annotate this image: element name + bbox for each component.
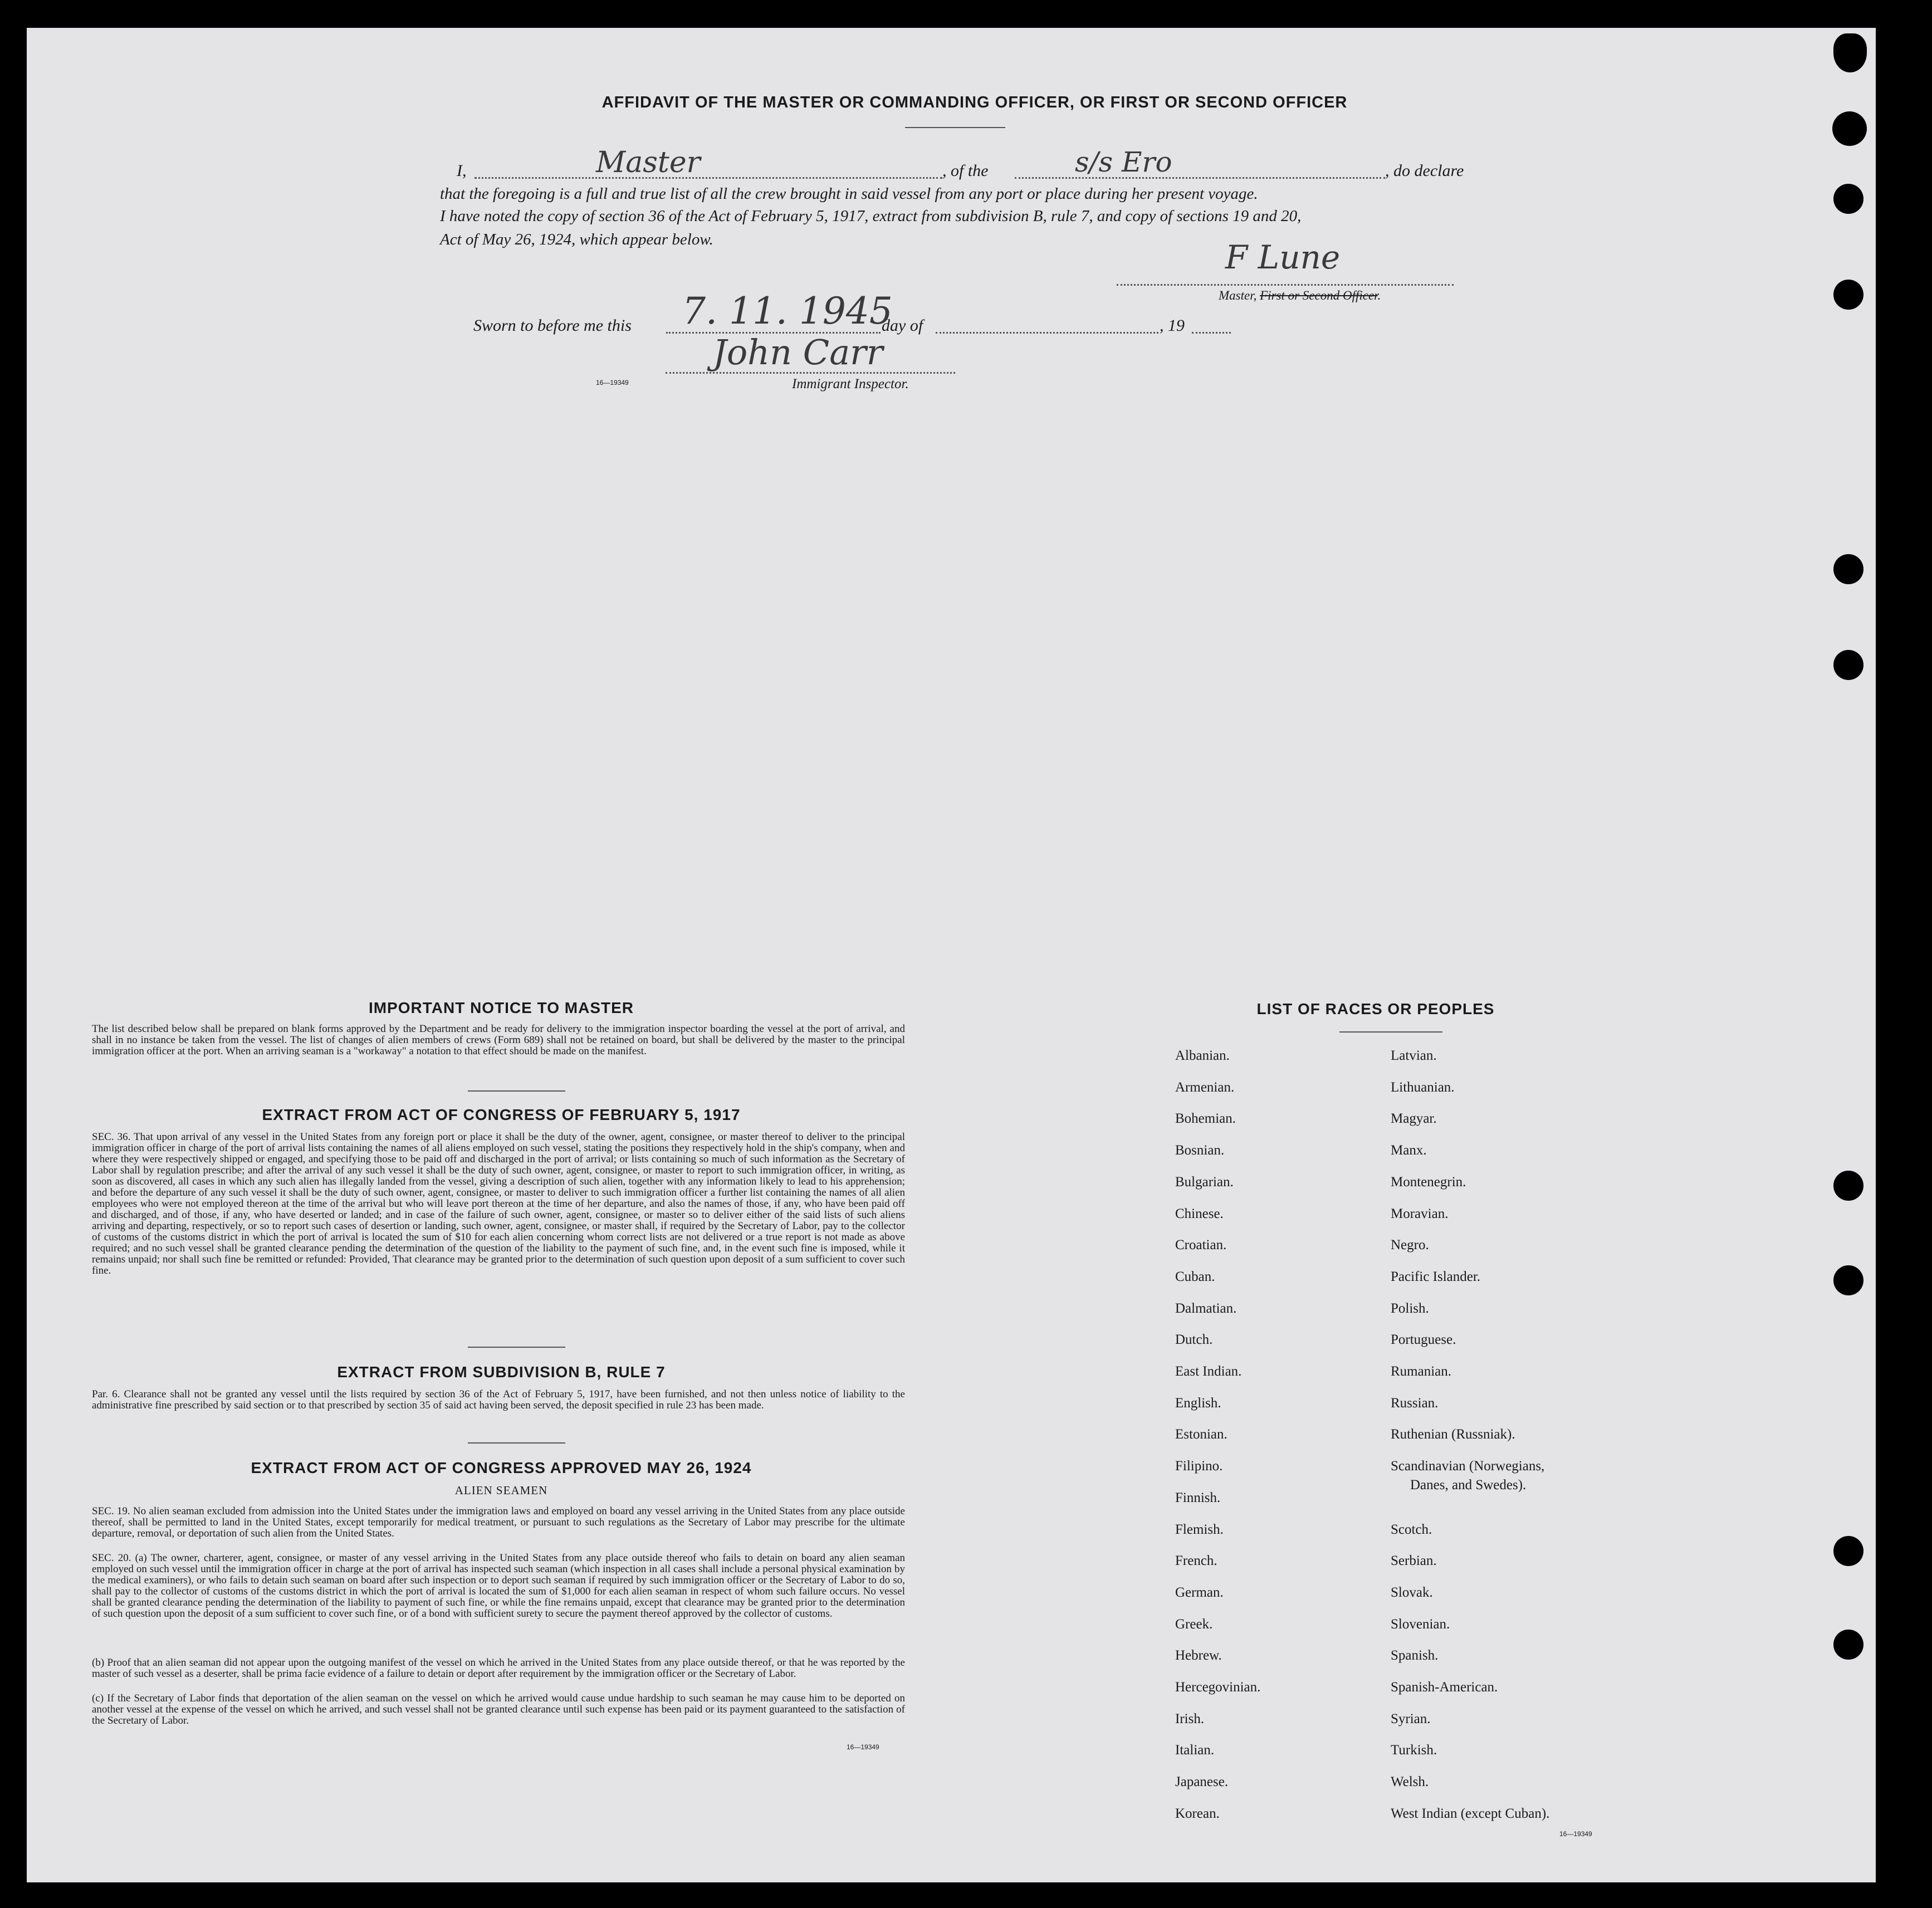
rule-7-text: Par. 6. Clearance shall not be granted any vessel until the lists required by section 36 of the Act of February 5, 1917, have been furnished, and not then unless notice of liability to the administrative fine prescribed by said section or to that prescribed by section 35 of said act having been served, the deposit specified in rule 23 has been made.	[92, 1388, 905, 1411]
race-item: Latvian.	[1391, 1048, 1437, 1063]
race-item: Dutch.	[1175, 1332, 1213, 1348]
races-rule	[1339, 1031, 1442, 1033]
race-item: Albanian.	[1175, 1048, 1230, 1063]
extract-1917-title: EXTRACT FROM ACT OF CONGRESS OF FEBRUARY 5, 1917	[262, 1106, 741, 1123]
punch-hole	[1833, 1265, 1863, 1295]
race-item: Scandinavian (Norwegians,	[1391, 1459, 1545, 1474]
alien-seamen-subtitle: ALIEN SEAMEN	[454, 1484, 548, 1497]
of-the-label: , of the	[942, 162, 989, 180]
race-item: Hercegovinian.	[1175, 1680, 1261, 1695]
race-item: Flemish.	[1175, 1521, 1224, 1537]
inspector-label: Immigrant Inspector.	[792, 376, 909, 392]
race-item: East Indian.	[1175, 1364, 1242, 1379]
race-item: German.	[1175, 1584, 1224, 1600]
race-item: Ruthenian (Russniak).	[1391, 1427, 1515, 1442]
race-item: Portuguese.	[1391, 1332, 1456, 1348]
affidavit-line-4: Act of May 26, 1924, which appear below.	[440, 231, 713, 248]
race-item: Spanish-American.	[1391, 1680, 1498, 1695]
do-declare-label: , do declare	[1385, 162, 1464, 180]
race-item: Turkish.	[1391, 1743, 1437, 1758]
sworn-date-handwriting: 7. 11. 1945	[682, 290, 893, 332]
sec-20b-text: (b) Proof that an alien seaman did not appear upon the outgoing manifest of the vessel on which he arrived in the United States from any place outside thereof, or that he was reported by the master of such vessel as a deserter, shall be prima facie evidence of a failure to detain or deport after requirement by the immigration officer or the Secretary of Labor.	[92, 1657, 905, 1680]
race-item: Manx.	[1391, 1143, 1427, 1158]
day-of-label: day of	[882, 316, 923, 335]
affidavit-title: AFFIDAVIT OF THE MASTER OR COMMANDING OFFICER, OR FIRST OR SECOND OFFICER	[601, 94, 1348, 111]
race-item: Irish.	[1175, 1711, 1205, 1726]
punch-hole	[1833, 33, 1867, 72]
master-signature: F Lune	[1225, 238, 1341, 276]
race-item: Filipino.	[1175, 1459, 1223, 1474]
punch-hole	[1833, 554, 1863, 584]
signature-line	[1117, 284, 1454, 286]
race-item: Croatian.	[1175, 1237, 1227, 1253]
declarant-handwriting: Master	[596, 146, 701, 179]
race-item: Armenian.	[1175, 1079, 1235, 1095]
race-item: Italian.	[1175, 1743, 1215, 1758]
race-item: Negro.	[1391, 1237, 1429, 1253]
sworn-label: Sworn to before me this	[473, 316, 632, 335]
month-line	[936, 332, 1158, 334]
race-item: Montenegrin.	[1391, 1174, 1466, 1190]
vessel-line	[1015, 177, 1385, 179]
race-item: Greek.	[1175, 1616, 1213, 1632]
punch-hole	[1833, 184, 1863, 214]
sec-19-text: SEC. 19. No alien seaman excluded from admission into the United States under the immigration laws and employed on board any vessel arriving in the United States from any place outside thereof, shall be permitted to land in the United States, except temporarily for medical treatment, or pursuant to such regulations as the Secretary of Labor may prescribe for the ultimate departure, removal, or deportation of such alien from the United States.	[92, 1505, 905, 1539]
year-line	[1192, 332, 1231, 334]
race-item: Russian.	[1391, 1395, 1439, 1411]
race-item: English.	[1175, 1395, 1221, 1411]
extract-1924-title: EXTRACT FROM ACT OF CONGRESS APPROVED MAY 26, 1924	[251, 1459, 752, 1476]
race-item: Serbian.	[1391, 1553, 1437, 1569]
struck-officer-label: First or Second Officer	[1260, 288, 1378, 302]
race-item: Welsh.	[1391, 1774, 1429, 1790]
form-number: 16—19349	[1559, 1830, 1592, 1838]
master-label: Master,	[1219, 288, 1257, 302]
race-item: Chinese.	[1175, 1206, 1224, 1221]
race-item: Slovenian.	[1391, 1616, 1450, 1632]
race-item: Polish.	[1391, 1300, 1429, 1316]
race-item: Syrian.	[1391, 1711, 1431, 1726]
race-item: Korean.	[1175, 1806, 1220, 1821]
race-item: Japanese.	[1175, 1774, 1229, 1790]
race-item: French.	[1175, 1553, 1217, 1569]
form-number: 16—19349	[847, 1743, 879, 1751]
title-rule	[905, 127, 1005, 128]
race-item: Rumanian.	[1391, 1364, 1452, 1379]
punch-hole	[1832, 111, 1867, 146]
punch-hole	[1833, 1630, 1863, 1660]
notice-title: IMPORTANT NOTICE TO MASTER	[368, 999, 634, 1016]
race-item: Finnish.	[1175, 1490, 1221, 1505]
inspector-line	[666, 372, 955, 374]
race-item: West Indian (except Cuban).	[1391, 1806, 1550, 1821]
race-item: Pacific Islander.	[1391, 1269, 1481, 1284]
section-rule	[468, 1347, 565, 1348]
race-item: Estonian.	[1175, 1427, 1227, 1442]
section-rule	[468, 1442, 565, 1444]
race-item: Lithuanian.	[1391, 1079, 1455, 1095]
race-item: Spanish.	[1391, 1648, 1439, 1664]
section-rule	[468, 1090, 565, 1092]
punch-hole	[1833, 1171, 1863, 1201]
sec-20c-text: (c) If the Secretary of Labor finds that deportation of the alien seaman on the vessel on which he arrived would cause undue hardship to such seaman he may cause him to be deported on another vessel at the expense of the vessel on which he arrived, and such vessel shall not be granted clearance until such expense has been paid or its payment guaranteed to the satisfaction of the Secretary of Labor.	[92, 1692, 905, 1726]
punch-hole	[1833, 1536, 1863, 1566]
race-item: Danes, and Swedes).	[1410, 1478, 1527, 1493]
rule-7-title: EXTRACT FROM SUBDIVISION B, RULE 7	[337, 1363, 666, 1381]
race-item: Magyar.	[1391, 1111, 1437, 1127]
vessel-handwriting: s/s Ero	[1075, 146, 1172, 178]
race-item: Cuban.	[1175, 1269, 1215, 1284]
race-item: Scotch.	[1391, 1521, 1432, 1537]
affidavit-line-3: I have noted the copy of section 36 of the Act of February 5, 1917, extract from subdivision B, rule 7, and copy of sections 19 and 20,	[440, 207, 1302, 225]
race-item: Dalmatian.	[1175, 1300, 1237, 1316]
race-item: Bosnian.	[1175, 1143, 1225, 1158]
year-prefix: , 19	[1160, 316, 1185, 335]
race-item: Slovak.	[1391, 1584, 1433, 1600]
race-item: Bohemian.	[1175, 1111, 1236, 1127]
race-item: Moravian.	[1391, 1206, 1449, 1221]
punch-hole	[1833, 280, 1863, 310]
declarant-label: I,	[457, 162, 467, 180]
races-title: LIST OF RACES OR PEOPLES	[1256, 1000, 1495, 1017]
extract-1917-text: SEC. 36. That upon arrival of any vessel in the United States from any foreign port or place it shall be the duty of the owner, agent, consignee, or master thereof to deliver to the principal immigration officer in charge of the port of arrival lists containing the names of all aliens employed on such vessel, stating the positions they respectively hold in the ship's company, when and where they were respectively shipped or engaged, and specifying those to be paid off and discharged in the port of arrival; or lists containing so much of such information as the Secretary of Labor shall by regulation prescribe; and after the arrival of any such vessel it shall be the duty of such owner, agent, consignee, or master to report to such immigration officer, in writing, as soon as discovered, all cases in which any such alien has illegally landed from the vessel, giving a description of such alien, together with any information likely to lead to his apprehension; and before the departure of any such vessel it shall be the duty of such owner, agent, consignee, or master to deliver to such immigration officer a further list containing the names of all alien employees who were not employed thereon at the time of the arrival but who will leave port thereon at the time of her departure, and also the names of those, if any, who have been paid off and discharged, and of those, if any, who have deserted or landed; and in case of the failure of such owner, agent, consignee, or master so to deliver either of the said lists of such aliens arriving and departing, respectively, or so to report such cases of desertion or landing, such owner, agent, consignee, or master shall, if required by the Secretary of Labor, pay to the collector of customs of the customs district in which the port of arrival is located the sum of $10 for each alien concerning whom correct lists are not delivered or a true report is not made as above required; and no such vessel shall be granted clearance pending the determination of the question of the liability to the payment of such fine, and, in the event such fine is imposed, while it remains unpaid; nor shall such fine be remitted or refunded: Provided, That clearance may be granted prior to the determination of such question upon deposit of a sum sufficient to cover such fine.	[92, 1131, 905, 1276]
notice-text: The list described below shall be prepared on blank forms approved by the Department and be ready for delivery to the immigration inspector boarding the vessel at the port of arrival, and shall in no instance be taken from the vessel. The list of changes of alien members of crews (Form 689) shall not be retained on board, but shall be delivered by the master to the principal immigration officer at the port. When an arriving seaman is a "workaway" a notation to that effect should be made on the manifest.	[92, 1023, 905, 1057]
race-item: Bulgarian.	[1175, 1174, 1234, 1190]
affidavit-line-2: that the foregoing is a full and true list of all the crew brought in said vessel from any port or place during her present voyage.	[440, 185, 1258, 203]
inspector-signature: John Carr	[713, 332, 883, 373]
declarant-line	[475, 177, 942, 179]
punch-hole	[1833, 650, 1863, 680]
form-number: 16—19349	[596, 379, 629, 387]
signature-caption	[1219, 288, 1381, 303]
sec-20a-text: SEC. 20. (a) The owner, charterer, agent, consignee, or master of any vessel arriving in the United States from any place outside thereof who fails to detain on board any alien seaman employed on such vessel until the immigration officer in charge at the port of arrival has inspected such seaman (which inspection in all cases shall include a personal physical examination by the medical examiners), or who fails to detain such seaman on board after such inspection or to deport such seaman if required by such immigration officer or the Secretary of Labor to do so, shall pay to the collector of customs of the customs district in which the port of arrival is located the sum of $1,000 for each alien seaman in respect of whom such failure occurs. No vessel shall be granted clearance pending the determination of the liability to payment of such fine, or while the fine remains unpaid, except that clearance may be granted prior to the determination of such question upon the deposit of a sum sufficient to cover such fine, or of a bond with sufficient surety to secure the payment thereof approved by the collector of customs.	[92, 1552, 905, 1620]
caption-period: .	[1377, 288, 1381, 302]
race-item: Hebrew.	[1175, 1648, 1222, 1664]
